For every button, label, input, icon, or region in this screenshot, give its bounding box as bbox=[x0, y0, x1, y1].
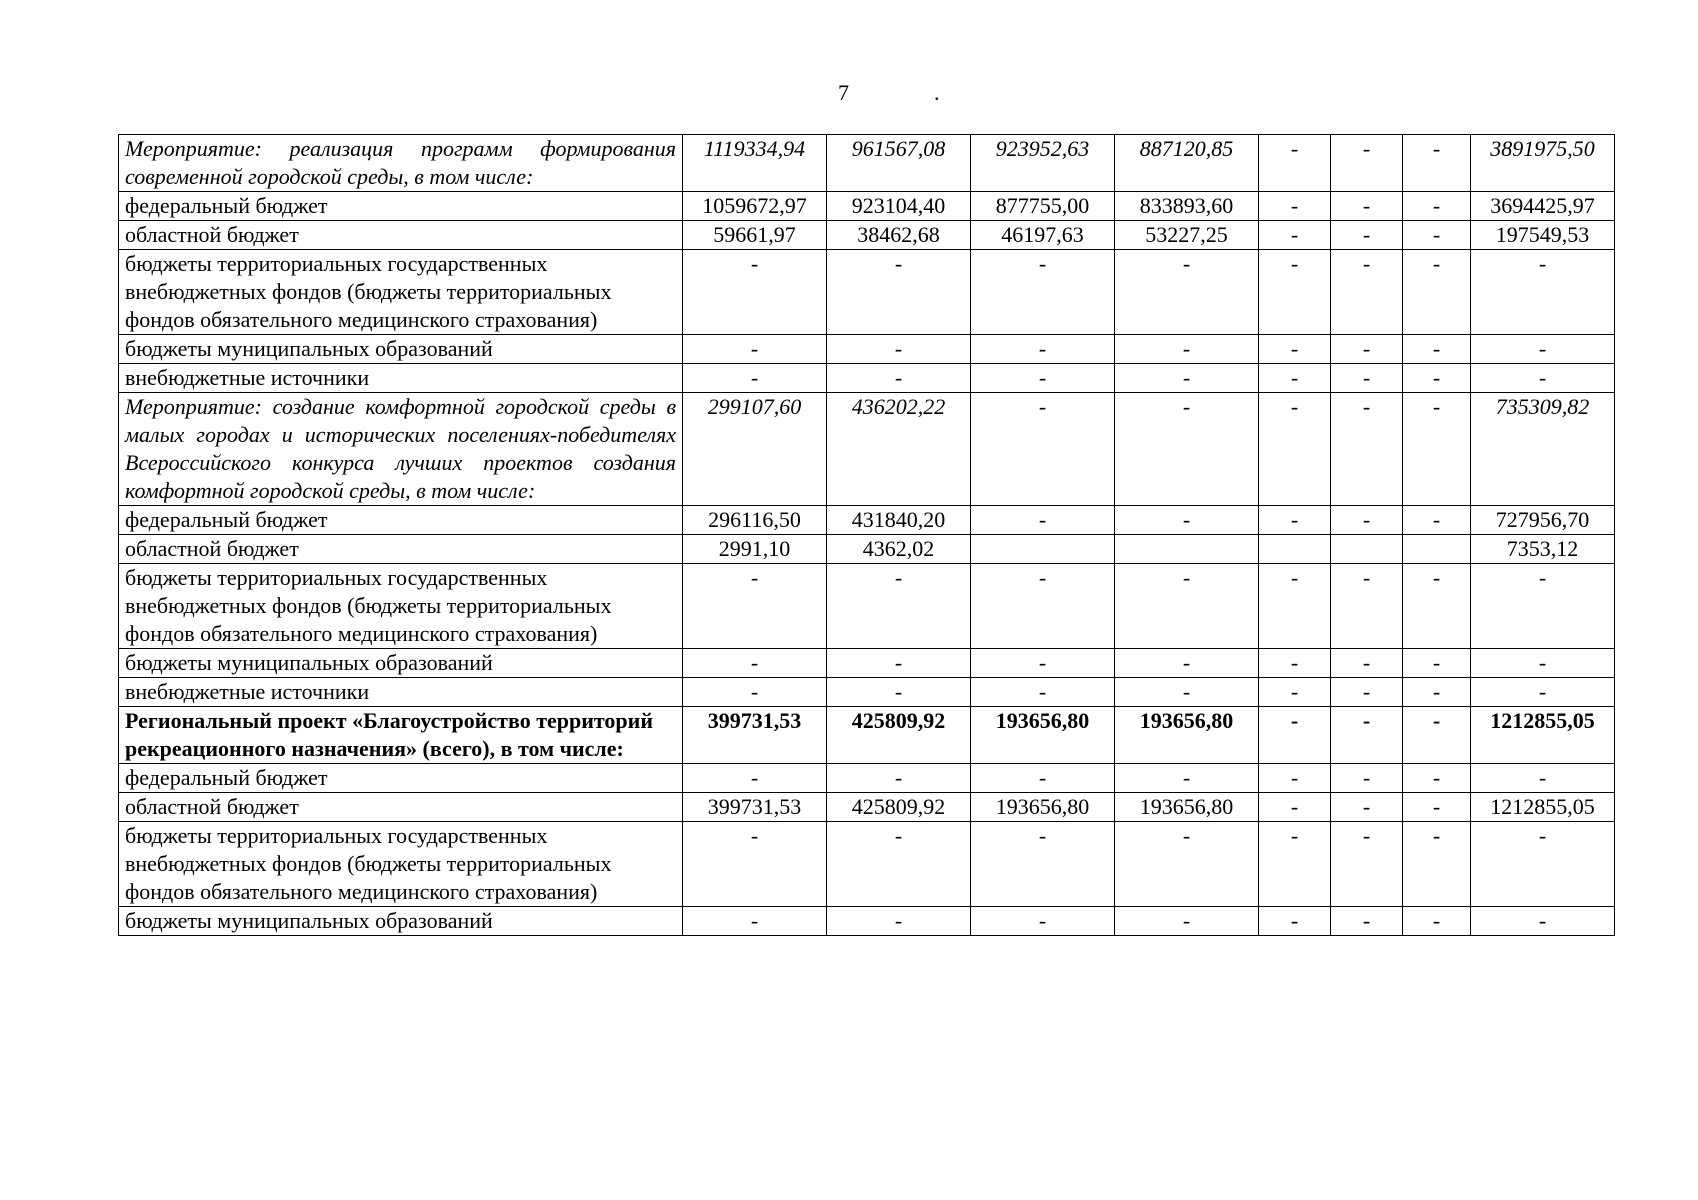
value-cell: - bbox=[1259, 335, 1331, 364]
value-cell: - bbox=[1471, 822, 1615, 907]
value-cell: - bbox=[1115, 564, 1259, 649]
row-label: федеральный бюджет bbox=[119, 192, 683, 221]
value-cell: 735309,82 bbox=[1471, 393, 1615, 506]
value-cell: - bbox=[1331, 506, 1403, 535]
row-label: бюджеты территориальных государственных внебюджетных фондов (бюджеты территориальных фондов обязательного медицинского страхования) bbox=[119, 822, 683, 907]
value-cell: - bbox=[1403, 393, 1471, 506]
page-number: 7 bbox=[838, 80, 849, 105]
value-cell: 425809,92 bbox=[827, 793, 971, 822]
value-cell: - bbox=[1115, 364, 1259, 393]
value-cell: - bbox=[683, 678, 827, 707]
table-row bbox=[119, 535, 1615, 564]
value-cell: - bbox=[1331, 364, 1403, 393]
value-cell: - bbox=[1115, 907, 1259, 936]
value-cell: - bbox=[827, 250, 971, 335]
value-cell: 399731,53 bbox=[683, 793, 827, 822]
value-cell: - bbox=[1403, 135, 1471, 192]
value-cell: - bbox=[1403, 221, 1471, 250]
value-cell: - bbox=[1403, 564, 1471, 649]
row-label: областной бюджет bbox=[119, 221, 683, 250]
value-cell: - bbox=[827, 907, 971, 936]
value-cell: - bbox=[1259, 649, 1331, 678]
value-cell: 2991,10 bbox=[683, 535, 827, 564]
value-cell: 1119334,94 bbox=[683, 135, 827, 192]
value-cell: - bbox=[1331, 393, 1403, 506]
value-cell: - bbox=[971, 649, 1115, 678]
row-label: областной бюджет bbox=[119, 793, 683, 822]
value-cell: - bbox=[1403, 822, 1471, 907]
value-cell bbox=[1403, 535, 1471, 564]
value-cell: - bbox=[1403, 364, 1471, 393]
value-cell: - bbox=[1331, 822, 1403, 907]
value-cell: 833893,60 bbox=[1115, 192, 1259, 221]
value-cell: 3694425,97 bbox=[1471, 192, 1615, 221]
value-cell: - bbox=[1331, 221, 1403, 250]
value-cell: - bbox=[683, 335, 827, 364]
value-cell: 961567,08 bbox=[827, 135, 971, 192]
value-cell: - bbox=[827, 822, 971, 907]
row-label: Мероприятие: реализация программ формирования современной городской среды, в том числе: bbox=[119, 135, 683, 192]
row-label: Мероприятие: создание комфортной городской среды в малых городах и исторических поселениях-победителях Всероссийского конкурса лучших проектов создания комфортной городской среды, в том числе: bbox=[119, 393, 683, 506]
row-label: внебюджетные источники bbox=[119, 364, 683, 393]
value-cell: - bbox=[683, 564, 827, 649]
value-cell: - bbox=[971, 907, 1115, 936]
table-row bbox=[119, 678, 1615, 707]
value-cell: - bbox=[1259, 221, 1331, 250]
value-cell: - bbox=[1259, 764, 1331, 793]
value-cell: - bbox=[1471, 564, 1615, 649]
value-cell: - bbox=[971, 393, 1115, 506]
value-cell: - bbox=[1115, 335, 1259, 364]
value-cell: - bbox=[1331, 335, 1403, 364]
value-cell: - bbox=[1331, 764, 1403, 793]
value-cell: 59661,97 bbox=[683, 221, 827, 250]
value-cell: - bbox=[971, 822, 1115, 907]
value-cell: 727956,70 bbox=[1471, 506, 1615, 535]
value-cell: - bbox=[971, 364, 1115, 393]
table-row bbox=[119, 250, 1615, 335]
value-cell: - bbox=[1331, 135, 1403, 192]
value-cell: - bbox=[1259, 393, 1331, 506]
value-cell: - bbox=[683, 364, 827, 393]
value-cell: - bbox=[1259, 364, 1331, 393]
value-cell: - bbox=[1471, 335, 1615, 364]
value-cell: - bbox=[1471, 250, 1615, 335]
row-label: бюджеты муниципальных образований bbox=[119, 335, 683, 364]
value-cell: - bbox=[1115, 649, 1259, 678]
value-cell: - bbox=[1403, 250, 1471, 335]
value-cell: 425809,92 bbox=[827, 707, 971, 764]
value-cell: - bbox=[683, 250, 827, 335]
table-row bbox=[119, 335, 1615, 364]
value-cell: 436202,22 bbox=[827, 393, 971, 506]
value-cell: - bbox=[1259, 135, 1331, 192]
value-cell: - bbox=[1115, 764, 1259, 793]
table-row bbox=[119, 364, 1615, 393]
value-cell: - bbox=[1471, 678, 1615, 707]
value-cell: 923952,63 bbox=[971, 135, 1115, 192]
value-cell: - bbox=[1471, 364, 1615, 393]
value-cell: - bbox=[683, 822, 827, 907]
value-cell: - bbox=[1403, 707, 1471, 764]
table-row bbox=[119, 793, 1615, 822]
value-cell: - bbox=[1403, 335, 1471, 364]
value-cell: - bbox=[1403, 649, 1471, 678]
value-cell: - bbox=[1331, 707, 1403, 764]
value-cell: - bbox=[1331, 649, 1403, 678]
value-cell: - bbox=[1471, 907, 1615, 936]
budget-table bbox=[118, 134, 1615, 936]
value-cell: 193656,80 bbox=[1115, 793, 1259, 822]
value-cell: - bbox=[1259, 793, 1331, 822]
table-row bbox=[119, 393, 1615, 506]
value-cell: - bbox=[1471, 764, 1615, 793]
value-cell: - bbox=[1259, 822, 1331, 907]
row-label: бюджеты муниципальных образований bbox=[119, 649, 683, 678]
table-row bbox=[119, 135, 1615, 192]
value-cell: - bbox=[1259, 907, 1331, 936]
value-cell: - bbox=[1115, 506, 1259, 535]
value-cell: 299107,60 bbox=[683, 393, 827, 506]
table-body bbox=[119, 135, 1615, 936]
value-cell: 46197,63 bbox=[971, 221, 1115, 250]
value-cell: 877755,00 bbox=[971, 192, 1115, 221]
value-cell: - bbox=[1115, 393, 1259, 506]
value-cell: - bbox=[1331, 678, 1403, 707]
value-cell: - bbox=[1259, 564, 1331, 649]
row-label: Региональный проект «Благоустройство территорий рекреационного назначения» (всего), в том числе: bbox=[119, 707, 683, 764]
value-cell: 923104,40 bbox=[827, 192, 971, 221]
value-cell bbox=[971, 535, 1115, 564]
table-row bbox=[119, 221, 1615, 250]
value-cell: 887120,85 bbox=[1115, 135, 1259, 192]
value-cell: - bbox=[1115, 250, 1259, 335]
value-cell: - bbox=[683, 649, 827, 678]
table-row bbox=[119, 707, 1615, 764]
value-cell: 1059672,97 bbox=[683, 192, 827, 221]
value-cell: - bbox=[1403, 506, 1471, 535]
table-row bbox=[119, 506, 1615, 535]
value-cell: 3891975,50 bbox=[1471, 135, 1615, 192]
value-cell: - bbox=[1403, 793, 1471, 822]
row-label: федеральный бюджет bbox=[119, 764, 683, 793]
value-cell: - bbox=[971, 335, 1115, 364]
value-cell: - bbox=[1259, 506, 1331, 535]
value-cell: - bbox=[1403, 764, 1471, 793]
value-cell: - bbox=[1331, 793, 1403, 822]
value-cell: - bbox=[971, 506, 1115, 535]
value-cell: - bbox=[1259, 192, 1331, 221]
value-cell: - bbox=[1115, 678, 1259, 707]
value-cell: 431840,20 bbox=[827, 506, 971, 535]
value-cell: - bbox=[971, 564, 1115, 649]
table-row bbox=[119, 907, 1615, 936]
value-cell: - bbox=[1403, 907, 1471, 936]
value-cell: - bbox=[827, 764, 971, 793]
value-cell: - bbox=[827, 678, 971, 707]
table-row bbox=[119, 764, 1615, 793]
row-label: областной бюджет bbox=[119, 535, 683, 564]
value-cell: - bbox=[1331, 250, 1403, 335]
value-cell: 197549,53 bbox=[1471, 221, 1615, 250]
table-row bbox=[119, 192, 1615, 221]
value-cell: 193656,80 bbox=[1115, 707, 1259, 764]
value-cell: 4362,02 bbox=[827, 535, 971, 564]
value-cell: 38462,68 bbox=[827, 221, 971, 250]
value-cell: - bbox=[1259, 250, 1331, 335]
value-cell: 399731,53 bbox=[683, 707, 827, 764]
value-cell: - bbox=[1259, 678, 1331, 707]
row-label: бюджеты муниципальных образований bbox=[119, 907, 683, 936]
value-cell: - bbox=[827, 335, 971, 364]
value-cell: - bbox=[1331, 192, 1403, 221]
value-cell: - bbox=[827, 649, 971, 678]
value-cell: 1212855,05 bbox=[1471, 707, 1615, 764]
value-cell: - bbox=[1403, 678, 1471, 707]
value-cell: - bbox=[1471, 649, 1615, 678]
value-cell: - bbox=[1115, 822, 1259, 907]
value-cell: 193656,80 bbox=[971, 793, 1115, 822]
value-cell: - bbox=[971, 678, 1115, 707]
row-label: федеральный бюджет bbox=[119, 506, 683, 535]
value-cell bbox=[1115, 535, 1259, 564]
value-cell: - bbox=[971, 764, 1115, 793]
value-cell: - bbox=[1331, 564, 1403, 649]
value-cell: 7353,12 bbox=[1471, 535, 1615, 564]
value-cell: 193656,80 bbox=[971, 707, 1115, 764]
row-label: бюджеты территориальных государственных внебюджетных фондов (бюджеты территориальных фондов обязательного медицинского страхования) bbox=[119, 564, 683, 649]
value-cell: 296116,50 bbox=[683, 506, 827, 535]
page-mark: . bbox=[934, 80, 940, 105]
table-row bbox=[119, 822, 1615, 907]
value-cell: - bbox=[683, 764, 827, 793]
value-cell bbox=[1259, 535, 1331, 564]
value-cell: - bbox=[971, 250, 1115, 335]
table-row bbox=[119, 649, 1615, 678]
value-cell: - bbox=[683, 907, 827, 936]
value-cell: - bbox=[1403, 192, 1471, 221]
row-label: внебюджетные источники bbox=[119, 678, 683, 707]
value-cell: - bbox=[1331, 907, 1403, 936]
row-label: бюджеты территориальных государственных внебюджетных фондов (бюджеты территориальных фондов обязательного медицинского страхования) bbox=[119, 250, 683, 335]
value-cell bbox=[1331, 535, 1403, 564]
value-cell: 53227,25 bbox=[1115, 221, 1259, 250]
value-cell: - bbox=[1259, 707, 1331, 764]
value-cell: - bbox=[827, 364, 971, 393]
value-cell: - bbox=[827, 564, 971, 649]
value-cell: 1212855,05 bbox=[1471, 793, 1615, 822]
table-row bbox=[119, 564, 1615, 649]
